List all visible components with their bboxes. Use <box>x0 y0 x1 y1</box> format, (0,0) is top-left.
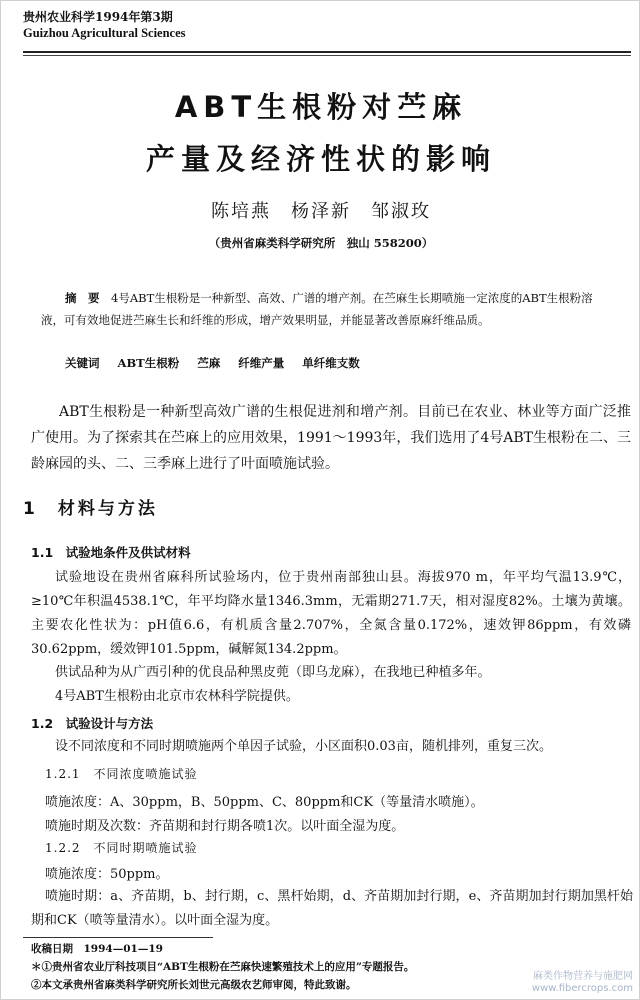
journal-name-cn: 贵州农业科学1994年第3期 <box>23 10 173 24</box>
concentration-line: 喷施浓度：A、30ppm，B、50ppm、C、80ppm和CK（等量清水喷施）。 <box>45 795 484 810</box>
spray-times-line: 喷施时期及次数：齐苗期和封行期各喷1次。以叶面全湿为度。 <box>45 819 405 834</box>
watermark-cn: 麻类作物营养与施肥网 <box>533 971 633 982</box>
authors: 陈培燕 杨泽新 邹淑玫 <box>211 201 431 222</box>
footnote-fund: ＊①贵州省农业厅科技项目“ABT生根粉在苎麻快速繁殖技术上的应用”专题报告。 <box>31 961 415 973</box>
footnote-rule <box>23 937 213 938</box>
keywords-label: 关键词 <box>65 356 100 370</box>
intro-paragraph: ABT生根粉是一种新型高效广谱的生根促进剂和增产剂。目前已在农业、林业等方面广泛推广使用。为了探索其在苎麻上的应用效果，1991～1993年，我们选用了4号ABT生根粉在二、三龄麻园的头、二、三季麻上进行了叶面喷施试验。 <box>31 404 631 472</box>
header-rule-thin <box>23 55 631 56</box>
subsection-1-2-2-heading: 1.2.2 不同时期喷施试验 <box>45 841 198 855</box>
abstract <box>41 287 609 331</box>
site-paragraph: 试验地设在贵州省麻科所试验场内，位于贵州南部独山县。海拔970 m，年平均气温13.9℃，≥10℃年积温4538.1℃，年平均降水量1346.3mm，无霜期271.7天，相对湿度82%。土壤为黄壤。主要农化性状为：pH值6.6，有机质含量2.707%，全氮含量0.172%，速效钾86ppm，有效磷30.62ppm，缓效钾101.5ppm，碱解氮134.2ppm。 <box>31 570 631 657</box>
abstract-text: 4号ABT生根粉是一种新型、高效、广谱的增产剂。在苎麻生长期喷施一定浓度的ABT生根粉溶液，可有效地促进苎麻生长和纤维的形成，增产效果明显，并能显著改善原麻纤维品质。 <box>41 291 593 327</box>
source-paragraph: 4号ABT生根粉由北京市农林科学院提供。 <box>55 689 299 704</box>
keyword-item: 单纤维支数 <box>302 356 360 370</box>
footnote-received: 收稿日期 1994—01—19 <box>31 943 163 955</box>
journal-name-en: Guizhou Agricultural Sciences <box>23 26 186 40</box>
keywords <box>65 352 605 374</box>
journal-header <box>23 9 186 41</box>
site-watermark <box>532 971 633 995</box>
keyword-item: 苎麻 <box>197 356 221 370</box>
subsection-1-2-1-heading: 1.2.1 不同浓度喷施试验 <box>45 767 198 781</box>
header-rule <box>23 51 631 53</box>
abstract-label: 摘 要 <box>65 291 100 305</box>
concentration-line-2: 喷施浓度：50ppm。 <box>45 867 169 882</box>
variety-paragraph: 供试品种为从广西引种的优良品种黑皮蔸（即乌龙麻），在我地已种植多年。 <box>55 665 491 680</box>
title-line-2: 产量及经济性状的影响 <box>145 142 496 176</box>
section-1-heading: 1 材料与方法 <box>23 499 158 519</box>
section-1-2-heading: 1.2 试验设计与方法 <box>31 716 154 731</box>
section-1-1-heading: 1.1 试验地条件及供试材料 <box>31 545 191 560</box>
keyword-item: ABT生根粉 <box>117 356 180 370</box>
keyword-item: 纤维产量 <box>238 356 285 370</box>
footnote-review: ②本文承贵州省麻类科学研究所长刘世元高级农艺师审阅，特此致谢。 <box>31 979 357 991</box>
spray-period-paragraph: 喷施时期：a、齐苗期，b、封行期，c、黑杆始期，d、齐苗期加封行期，e、齐苗期加封行期加黑杆始期和CK（喷等量清水）。以叶面全湿为度。 <box>31 889 633 928</box>
title-line-1: ABT生根粉对苎麻 <box>174 90 468 124</box>
design-paragraph: 设不同浓度和不同时期喷施两个单因子试验，小区面积0.03亩，随机排列，重复三次。 <box>55 739 552 754</box>
affiliation: （贵州省麻类科学研究所 独山 558200） <box>208 236 434 250</box>
watermark-url: www.fibercrops.com <box>531 983 633 994</box>
